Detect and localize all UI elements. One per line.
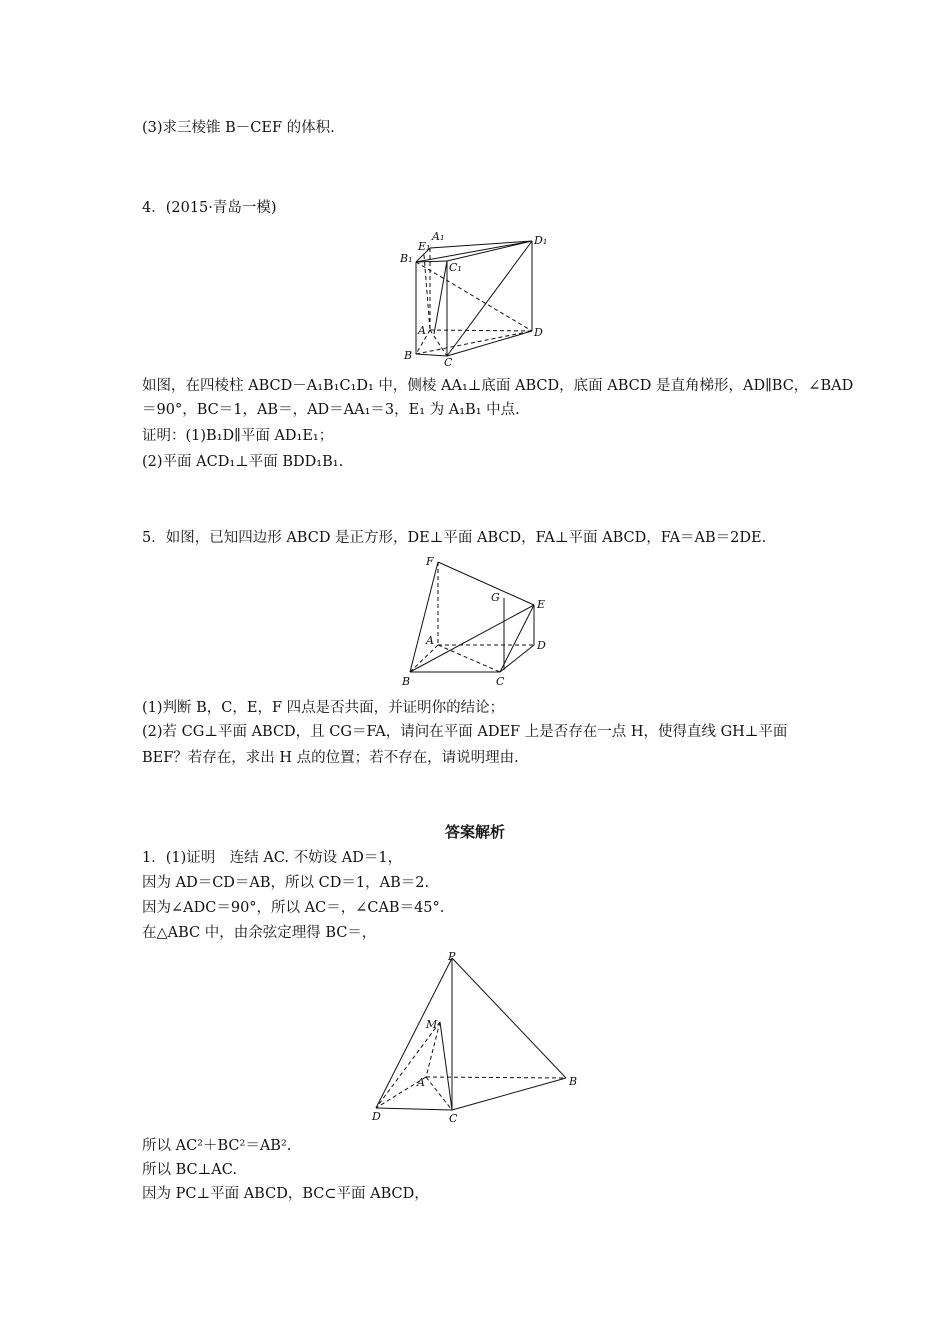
answer-line-6: 所以 BC⊥AC. (142, 1162, 237, 1178)
q5-label-g: G (491, 591, 500, 604)
ans-label-d: D (372, 1110, 381, 1123)
q4-text-4: (2)平面 ACD₁⊥平面 BDD₁B₁. (142, 454, 344, 470)
answer-pyramid-figure (366, 950, 586, 1130)
ans-label-a: A (417, 1076, 425, 1089)
q4-text-1: 如图，在四棱柱 ABCD－A₁B₁C₁D₁ 中，侧棱 AA₁⊥底面 ABCD，底面 ABCD 是直角梯形，AD∥BC，∠BAD (142, 378, 854, 394)
q4-label-c: C (444, 356, 453, 369)
answer-line-1: 1．(1)证明 连结 AC. 不妨设 AD＝1， (142, 850, 403, 866)
q5-text-2: (2)若 CG⊥平面 ABCD，且 CG＝FA，请问在平面 ADEF 上是否存在一点 H，使得直线 GH⊥平面 (142, 724, 788, 740)
q5-solid-figure (396, 550, 556, 690)
q4-text-3: 证明：(1)B₁D∥平面 AD₁E₁； (142, 428, 334, 444)
answer-line-2: 因为 AD＝CD＝AB，所以 CD＝1，AB＝2. (142, 875, 430, 891)
q4-label-d: D (534, 326, 543, 339)
q4-text-2: ＝90°，BC＝1，AB＝，AD＝AA₁＝3，E₁ 为 A₁B₁ 中点. (142, 402, 520, 418)
q3-part3-text: (3)求三棱锥 B－CEF 的体积. (142, 120, 335, 136)
answer-line-3: 因为∠ADC＝90°，所以 AC＝，∠CAB＝45°. (142, 900, 445, 916)
q5-label-d: D (537, 639, 546, 652)
q5-label-f: F (426, 555, 434, 568)
ans-label-p: P (448, 950, 456, 963)
ans-label-m: M (426, 1018, 438, 1031)
q5-label-c: C (496, 675, 505, 688)
answer-line-5: 所以 AC²＋BC²＝AB². (142, 1138, 292, 1154)
q5-text-1: (1)判断 B，C，E，F 四点是否共面，并证明你的结论； (142, 700, 505, 716)
ans-label-c: C (449, 1112, 458, 1125)
q4-header: 4．(2015·青岛一模) (142, 200, 277, 216)
answers-title: 答案解析 (444, 823, 505, 841)
q4-label-c1: C₁ (449, 261, 462, 274)
q4-label-b: B (404, 349, 413, 362)
q4-label-d1: D₁ (534, 234, 548, 247)
ans-label-b: B (569, 1075, 578, 1088)
q4-label-e1: E₁ (418, 240, 431, 253)
q5-header: 5．如图，已知四边形 ABCD 是正方形，DE⊥平面 ABCD，FA⊥平面 ABCD，FA＝AB＝2DE. (142, 530, 767, 546)
answer-line-7: 因为 PC⊥平面 ABCD，BC⊂平面 ABCD， (142, 1186, 429, 1202)
q5-label-e: E (537, 598, 546, 611)
q5-text-3: BEF？若存在，求出 H 点的位置；若不存在，请说明理由. (142, 750, 519, 766)
q5-label-b: B (402, 675, 411, 688)
q4-label-a1: A₁ (432, 230, 445, 243)
answer-line-4: 在△ABC 中，由余弦定理得 BC＝， (142, 925, 377, 941)
q5-label-a: A (426, 634, 434, 647)
q4-label-a: A (418, 324, 426, 337)
q4-label-b1: B₁ (400, 252, 413, 265)
q4-prism-figure (396, 226, 556, 370)
